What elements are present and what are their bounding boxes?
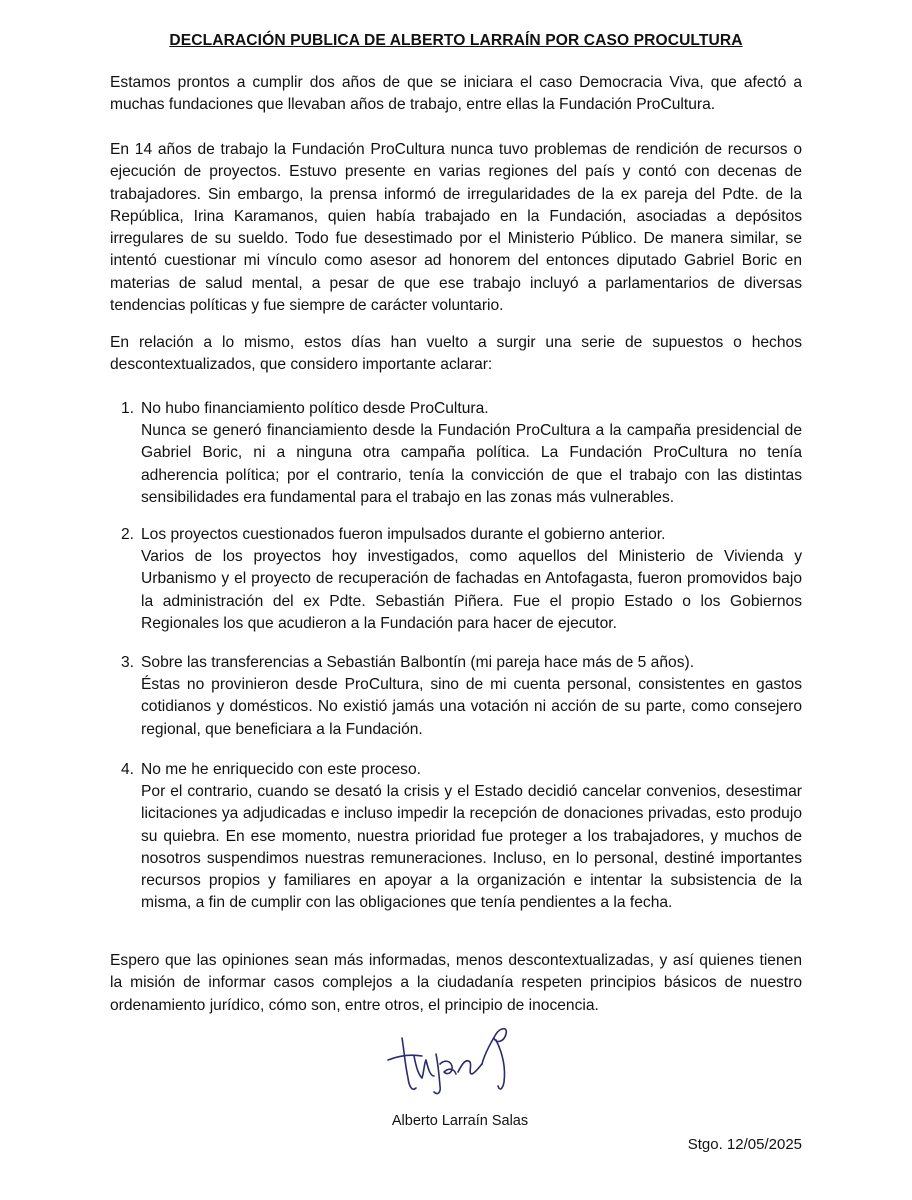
document-title: DECLARACIÓN PUBLICA DE ALBERTO LARRAÍN POR CASO PROCULTURA: [169, 32, 743, 49]
item-body: Éstas no provinieron desde ProCultura, sino de mi cuenta personal, consistentes en gastos cotidianos y domésticos. No existió jamás una votación ni acción de su parte, como consejero regional, que beneficiara a la Fundación.: [141, 676, 802, 738]
item-heading: Los proyectos cuestionados fueron impulsados durante el gobierno anterior.: [141, 526, 666, 543]
document-date: Stgo. 12/05/2025: [687, 1136, 802, 1153]
closing-paragraph: Espero que las opiniones sean más informadas, menos descontextualizadas, y así quienes tienen la misión de informar casos complejos a la ciudadanía respeten principios básicos de nuestro ordenamiento jurídico, cómo son, entre otros, el principio de inocencia.: [110, 952, 802, 1014]
item-number: 3.: [121, 654, 135, 671]
item-number: 4.: [121, 761, 135, 778]
intro-paragraph: Estamos prontos a cumplir dos años de que se iniciara el caso Democracia Viva, que afectó a muchas fundaciones que llevaban años de trabajo, entre ellas la Fundación ProCultura.: [110, 74, 802, 114]
item-body: Varios de los proyectos hoy investigados, como aquellos del Ministerio de Vivienda y Urbanismo y el proyecto de recuperación de fachadas en Antofagasta, fueron promovidos bajo la administración del ex Pdte. Sebastián Piñera. Fue el propio Estado o los Gobiernos Regionales los que acudieron a la Fundación para hacer de ejecutor.: [141, 548, 802, 632]
item-heading: No me he enriquecido con este proceso.: [141, 761, 421, 778]
item-number: 1.: [121, 400, 135, 417]
item-heading: Sobre las transferencias a Sebastián Balbontín (mi pareja hace más de 5 años).: [141, 654, 695, 671]
item-heading: No hubo financiamiento político desde ProCultura.: [141, 400, 489, 417]
item-number: 2.: [121, 526, 135, 543]
item-body: Nunca se generó financiamiento desde la Fundación ProCultura a la campaña presidencial de Gabriel Boric, ni a ninguna otra campaña política. La Fundación ProCultura no tenía adherencia política; por el contrario, tenía la convicción de que el trabajo con las distintas sensibilidades era fundamental para el trabajo en las zonas más vulnerables.: [141, 422, 802, 506]
item-body: Por el contrario, cuando se desató la crisis y el Estado decidió cancelar convenios, desestimar licitaciones ya adjudicadas e incluso impedir la recepción de donaciones privadas, esto produjo su quiebra. En ese momento, nuestra prioridad fue proteger a los trabajadores, y muchos de nosotros suspendimos nuestras remuneraciones. Incluso, en lo personal, destiné importantes recursos propios y familiares en apoyar a la organización e intentar la subsistencia de la misma, a fin de cumplir con las obligaciones que tenía pendientes a la fecha.: [141, 783, 802, 912]
signer-name: Alberto Larraín Salas: [391, 1113, 529, 1129]
signature-image: [378, 1016, 524, 1102]
background-paragraph: En 14 años de trabajo la Fundación ProCultura nunca tuvo problemas de rendición de recursos o ejecución de proyectos. Estuvo presente en varias regiones del país y contó con decenas de trabajadores. Sin embargo, la prensa informó de irregularidades de la ex pareja del Pdte. de la República, Irina Karamanos, quien había trabajado en la Fundación, asociadas a depósitos irregulares de su sueldo. Todo fue desestimado por el Ministerio Público. De manera similar, se intentó cuestionar mi vínculo como asesor ad honorem del entonces diputado Gabriel Boric en materias de salud mental, a pesar de que ese trabajo incluyó a parlamentarios de diversas tendencias políticas y fue siempre de carácter voluntario.: [110, 141, 802, 315]
clarification-intro-paragraph: En relación a lo mismo, estos días han vuelto a surgir una serie de supuestos o hechos descontextualizados, que considero importante aclarar:: [110, 334, 802, 374]
